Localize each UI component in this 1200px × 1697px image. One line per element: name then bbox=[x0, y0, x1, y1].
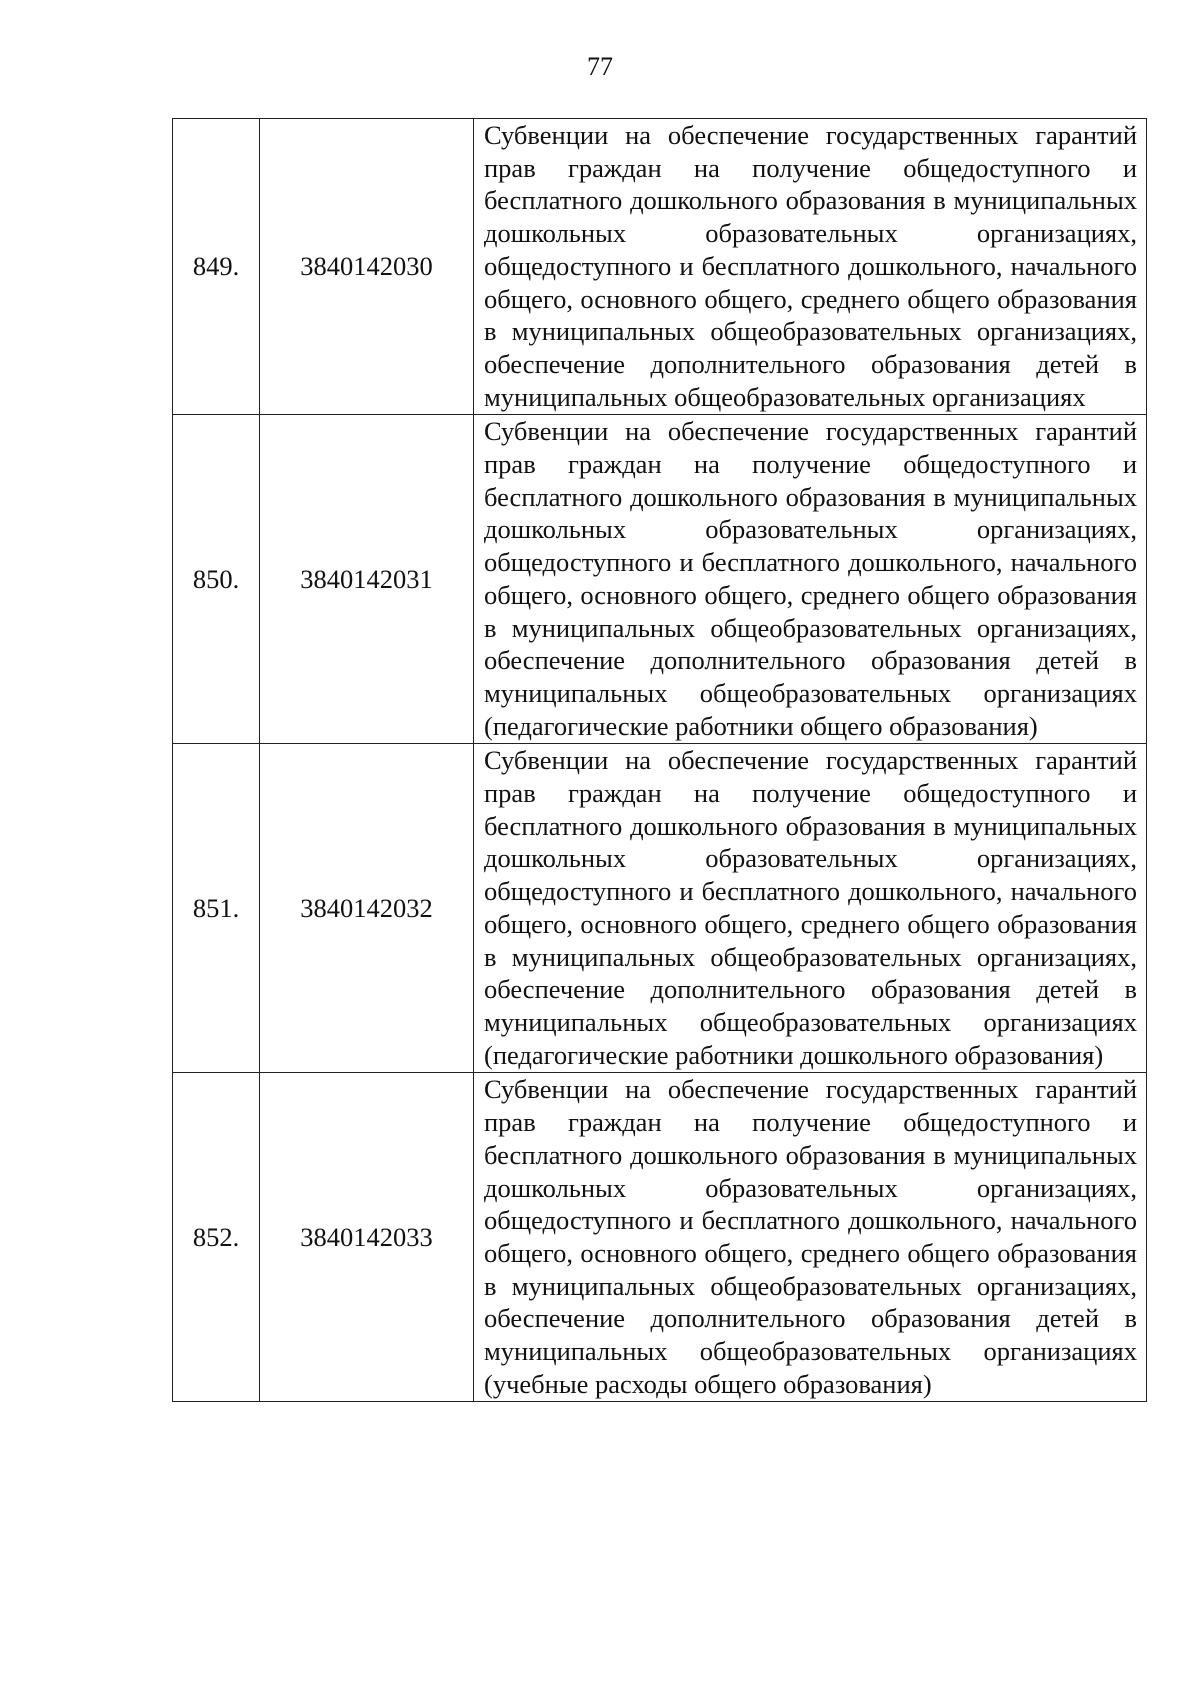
budget-code: 3840142032 bbox=[260, 744, 474, 1073]
table-row bbox=[173, 415, 1147, 744]
budget-code-table bbox=[172, 118, 1147, 1402]
subvention-name: Субвенции на обеспечение государственных гарантий прав граждан на получение общедоступного и бесплатного дошкольного образования в муниципальных дошкольных образовательных организациях, общедоступного и бесплатного дошкольного, начального общего, основного общего, среднего общего образования в муниципальных общеобразовательных организациях, обеспечение дополнительного образования детей в муниципальных общеобразовательных организациях (учебные расходы общего образования) bbox=[474, 1073, 1147, 1402]
row-number: 849. bbox=[173, 119, 260, 415]
subvention-name: Субвенции на обеспечение государственных гарантий прав граждан на получение общедоступного и бесплатного дошкольного образования в муниципальных дошкольных образовательных организациях, общедоступного и бесплатного дошкольного, начального общего, основного общего, среднего общего образования в муниципальных общеобразовательных организациях, обеспечение дополнительного образования детей в муниципальных общеобразовательных организациях bbox=[474, 119, 1147, 415]
budget-code: 3840142030 bbox=[260, 119, 474, 415]
table-row bbox=[173, 119, 1147, 415]
row-number: 850. bbox=[173, 415, 260, 744]
budget-code: 3840142033 bbox=[260, 1073, 474, 1402]
subvention-name: Субвенции на обеспечение государственных гарантий прав граждан на получение общедоступного и бесплатного дошкольного образования в муниципальных дошкольных образовательных организациях, общедоступного и бесплатного дошкольного, начального общего, основного общего, среднего общего образования в муниципальных общеобразовательных организациях, обеспечение дополнительного образования детей в муниципальных общеобразовательных организациях (педагогические работники дошкольного образования) bbox=[474, 744, 1147, 1073]
subvention-name: Субвенции на обеспечение государственных гарантий прав граждан на получение общедоступного и бесплатного дошкольного образования в муниципальных дошкольных образовательных организациях, общедоступного и бесплатного дошкольного, начального общего, основного общего, среднего общего образования в муниципальных общеобразовательных организациях, обеспечение дополнительного образования детей в муниципальных общеобразовательных организациях (педагогические работники общего образования) bbox=[474, 415, 1147, 744]
row-number: 851. bbox=[173, 744, 260, 1073]
row-number: 852. bbox=[173, 1073, 260, 1402]
budget-code: 3840142031 bbox=[260, 415, 474, 744]
page-number: 77 bbox=[587, 52, 613, 81]
table-row bbox=[173, 1073, 1147, 1402]
table-row bbox=[173, 744, 1147, 1073]
